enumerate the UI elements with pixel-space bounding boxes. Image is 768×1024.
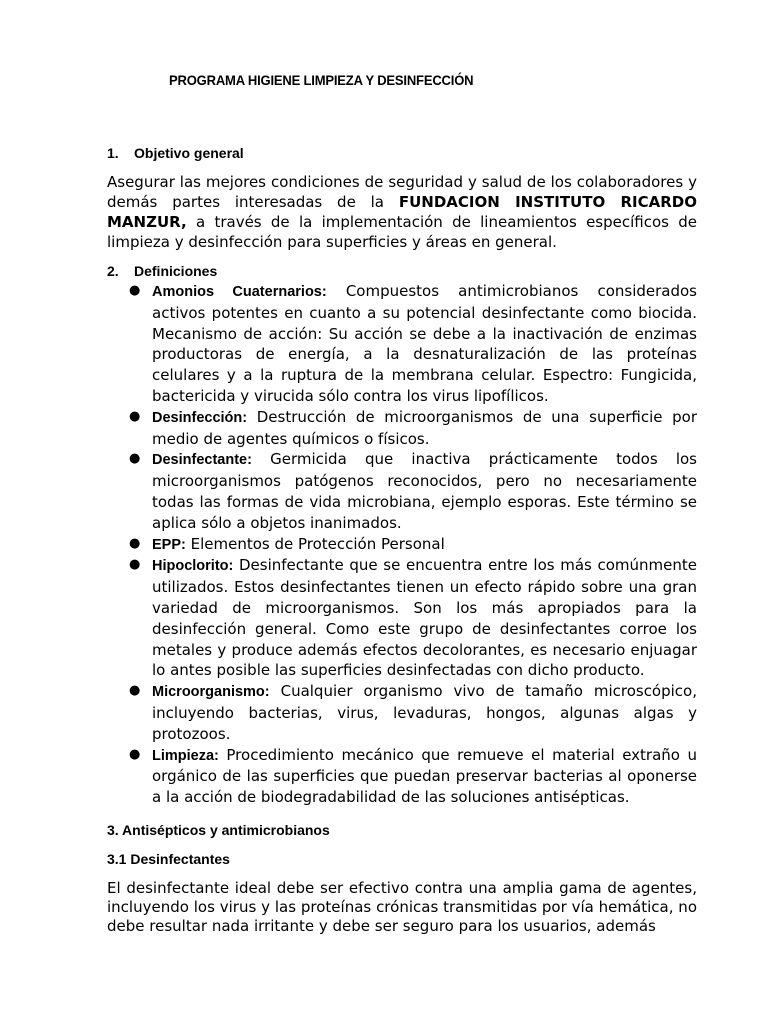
definition-text: Germicida que inactiva prácticamente todos los microorganismos patógenos reconocidos, pero no necesariamente todas las formas de vida microbiana, ejemplo esporas. Este término se aplica sólo a objetos inanimados. [152,450,697,532]
organization-name: FUNDACION INSTITUTO RICARDO MANZUR, [107,193,698,231]
section-number: 2. [107,263,119,279]
objetivo-text-after: a través de la implementación de lineamientos específicos de limpieza y desinfección para superficies y áreas en general. [107,213,697,251]
section-title: Definiciones [134,263,218,279]
document-title: PROGRAMA HIGIENE LIMPIEZA Y DESINFECCIÓN [169,72,474,88]
bullet-icon: ● [129,683,141,699]
section-number: 1. [107,145,119,161]
subsection-heading-desinfectantes: 3.1 Desinfectantes [107,851,230,867]
definition-item [107,534,697,556]
definition-text: Cualquier organismo vivo de tamaño microscópico, incluyendo bacterias, virus, levaduras, hongos, algunas algas y protozoos. [152,682,697,743]
bullet-icon: ● [129,408,141,424]
section-heading-objetivo [107,145,244,161]
bullet-icon: ● [129,557,141,573]
section-heading-antisepticos: 3. Antisépticos y antimicrobianos [107,822,330,838]
definition-item [107,407,697,450]
definition-term: Desinfección: [152,409,248,426]
desinfectantes-paragraph: El desinfectante ideal debe ser efectivo contra una amplia gama de agentes, incluyendo los virus y las proteínas crónicas transmitidas por vía hemática, no debe resultar nada irritante y debe ser seguro para los usuarios, además [107,879,697,935]
definition-term: Limpieza: [152,747,219,764]
definition-term: EPP: [152,536,186,553]
definition-text: Procedimiento mecánico que remueve el material extraño u orgánico de las superficies que puedan preservar bacterias al oponerse a la acción de biodegradabilidad de las soluciones antisépticas. [152,745,697,807]
definition-text: Elementos de Protección Personal [185,534,445,553]
bullet-icon: ● [129,746,141,762]
definition-text: Compuestos antimicrobianos considerados activos potentes en cuanto a su potencial desinfectante como biocida. Mecanismo de acción: Su acción se debe a la inactivación de enzimas productoras de energía, a la desnaturalización de las proteínas celulares y a la ruptura de la membrana celular. Espectro: Fungicida, bactericida y virucida sólo contra los virus lipofílicos. [152,282,697,405]
definition-item [107,281,697,407]
definition-item [107,449,697,533]
definition-term: Desinfectante: [152,452,252,469]
definition-term: Hipoclorito: [152,558,234,575]
definition-item [107,681,697,744]
bullet-icon: ● [129,535,141,551]
objetivo-paragraph [107,172,697,252]
objetivo-text-before: Asegurar las mejores condiciones de seguridad y salud de los colaboradores y demás partes interesadas de la [107,173,697,211]
definition-term: Microorganismo: [152,684,270,701]
bullet-icon: ● [129,283,141,298]
section-title: Objetivo general [134,145,244,161]
definition-item [107,745,697,808]
definition-item [107,555,697,681]
definition-text: Destrucción de microorganismos de una superficie por medio de agentes químicos o físicos. [152,407,697,448]
section-heading-definiciones [107,263,217,279]
bullet-icon: ● [129,451,141,467]
definition-term: Amonios Cuaternarios: [152,284,327,300]
definitions-list [107,281,697,808]
definition-text: Desinfectante que se encuentra entre los más comúnmente utilizados. Estos desinfectantes tienen un efecto rápido sobre una gran variedad de microorganismos. Son los más apropiados para la desinfección general. Como este grupo de desinfectantes corroe los metales y produce además efectos decolorantes, es necesario enjuagar lo antes posible las superficies desinfectadas con dicho producto. [152,556,697,680]
